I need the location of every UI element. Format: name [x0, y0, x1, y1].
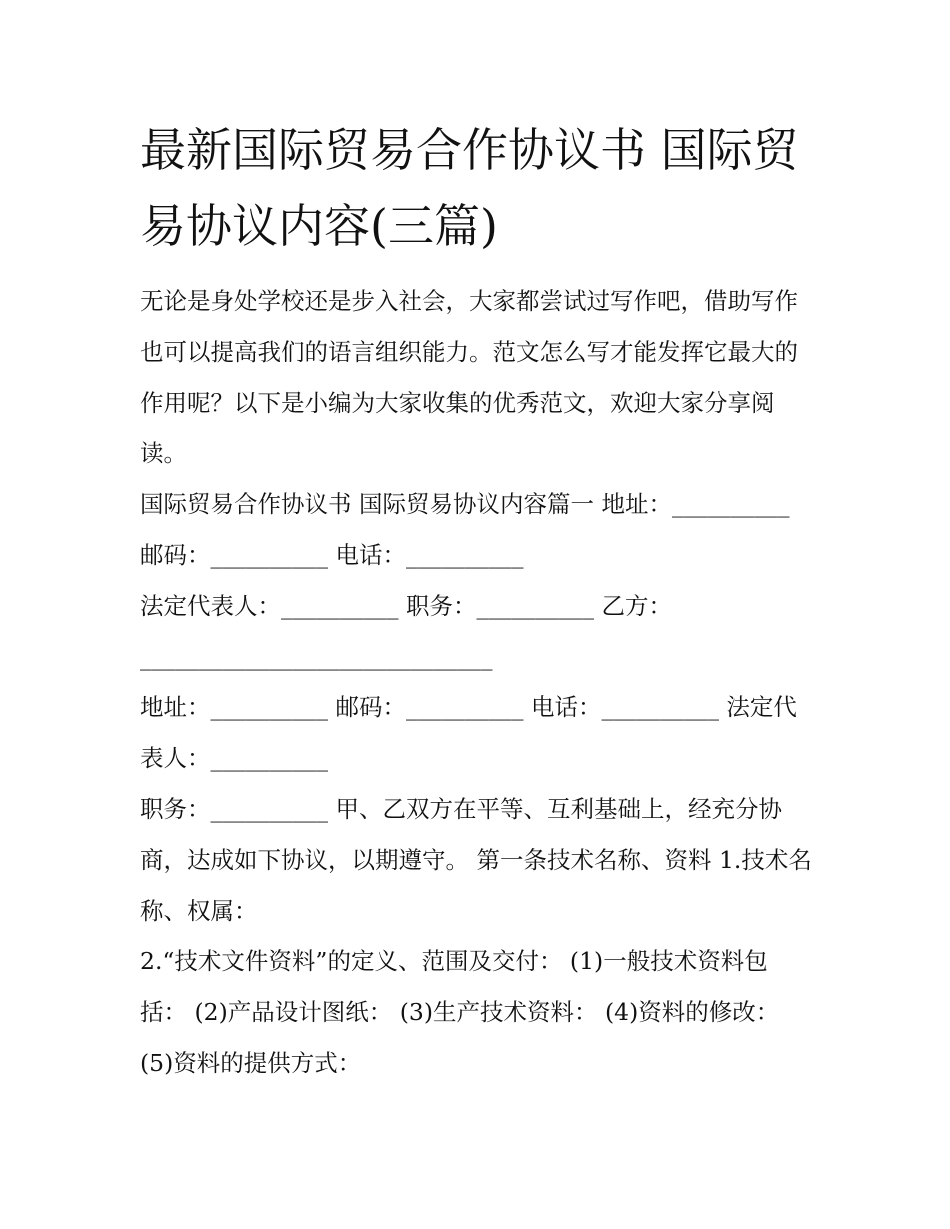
document-body	[140, 276, 812, 1089]
agreement-clause-paragraph: 职务：__________ 甲、乙双方在平等、互利基础上，经充分协商，达成如下协议，以期遵守。 第一条技术名称、资料 1.技术名称、权属：	[140, 794, 812, 925]
document-title: 最新国际贸易合作协议书 国际贸易协议内容(三篇)	[140, 123, 799, 253]
party-a-address-paragraph: 国际贸易合作协议书 国际贸易协议内容篇一 地址：__________ 邮码：__________ 电话：__________	[140, 490, 790, 569]
party-b-address-paragraph: 地址：__________ 邮码：__________ 电话：__________ 法定代表人：__________	[140, 693, 797, 773]
technical-documents-paragraph: 2.“技术文件资料”的定义、范围及交付： (1)一般技术资料包括： (2)产品设计图纸： (3)生产技术资料： (4)资料的修改：(5)资料的提供方式：	[140, 947, 780, 1077]
party-a-representative-paragraph: 法定代表人：__________ 职务：__________ 乙方：______________________________	[140, 591, 672, 671]
intro-paragraph: 无论是身处学校还是步入社会，大家都尝试过写作吧，借助写作也可以提高我们的语言组织能力。范文怎么写才能发挥它最大的作用呢？以下是小编为大家收集的优秀范文，欢迎大家分享阅读。	[140, 287, 798, 468]
